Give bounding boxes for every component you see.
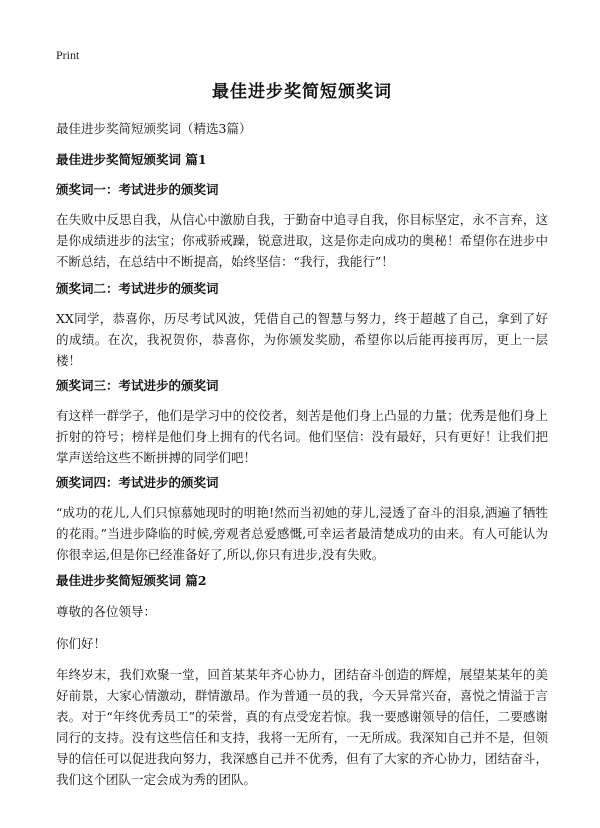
award-4-heading: 颁奖词四：考试进步的颁奖词: [56, 475, 219, 490]
award-2-heading: 颁奖词二：考试进步的颁奖词: [56, 281, 219, 296]
print-link[interactable]: Print: [56, 48, 80, 62]
award-1-heading: 颁奖词一：考试进步的颁奖词: [56, 182, 219, 197]
award-4-text: “成功的花儿,人们只惊慕她现时的明艳!然而当初她的芽儿,浸透了奋斗的泪泉,洒遍了牺牲的花雨。”当进步降临的时候,旁观者总爱感慨,可幸运者最清楚成功的由来。有人可能认为你很幸运,但是你已经准备好了,所以,你只有进步,没有失败。: [56, 505, 548, 562]
greeting: 你们好！: [56, 636, 107, 651]
section-1-heading: 最佳进步奖简短颁奖词 篇1: [56, 152, 207, 167]
award-2-text: XX同学，恭喜你，历尽考试风波，凭借自己的智慧与努力，终于超越了自己，拿到了好的成绩。在次，我祝贺你，恭喜你，为你颁发奖励，希望你以后能再接再厉，更上一层楼！: [56, 311, 548, 368]
section-2-heading: 最佳进步奖简短颁奖词 篇2: [56, 573, 207, 588]
salutation: 尊敬的各位领导：: [56, 604, 157, 619]
page-title: 最佳进步奖简短颁奖词: [212, 82, 392, 102]
award-1-text: 在失败中反思自我，从信心中激励自我，于勤奋中追寻自我，你目标坚定，永不言弃，这是你成绩进步的法宝；你戒骄戒躁，锐意进取，这是你走向成功的奥秘！希望你在进步中不断总结，在总结中不断提高，始终坚信：“我行，我能行”！: [56, 212, 548, 269]
document-subtitle: 最佳进步奖简短颁奖词（精选3篇）: [56, 121, 252, 136]
award-3-text: 有这样一群学子，他们是学习中的佼佼者，刻苦是他们身上凸显的力量；优秀是他们身上折射的符号；榜样是他们身上拥有的代名词。他们坚信：没有最好，只有更好！让我们把掌声送给这些不断拼搏的同学们吧！: [56, 408, 548, 465]
award-3-heading: 颁奖词三：考试进步的颁奖词: [56, 378, 219, 393]
speech-text: 年终岁末，我们欢聚一堂，回首某某年齐心协力，团结奋斗创造的辉煌，展望某某年的美好前景，大家心情激动，群情激昂。作为普通一员的我，今天异常兴奋，喜悦之情溢于言表。对于“年终优秀员工”的荣誉，真的有点受宠若惊。我一要感谢领导的信任，二要感谢同行的支持。没有这些信任和支持，我将一无所有，一无所成。我深知自己并不是，但领导的信任可以促进我向努力，我深感自己并不优秀，但有了大家的齐心协力，团结奋斗，我们这个团队一定会成为秀的团队。: [56, 667, 548, 787]
